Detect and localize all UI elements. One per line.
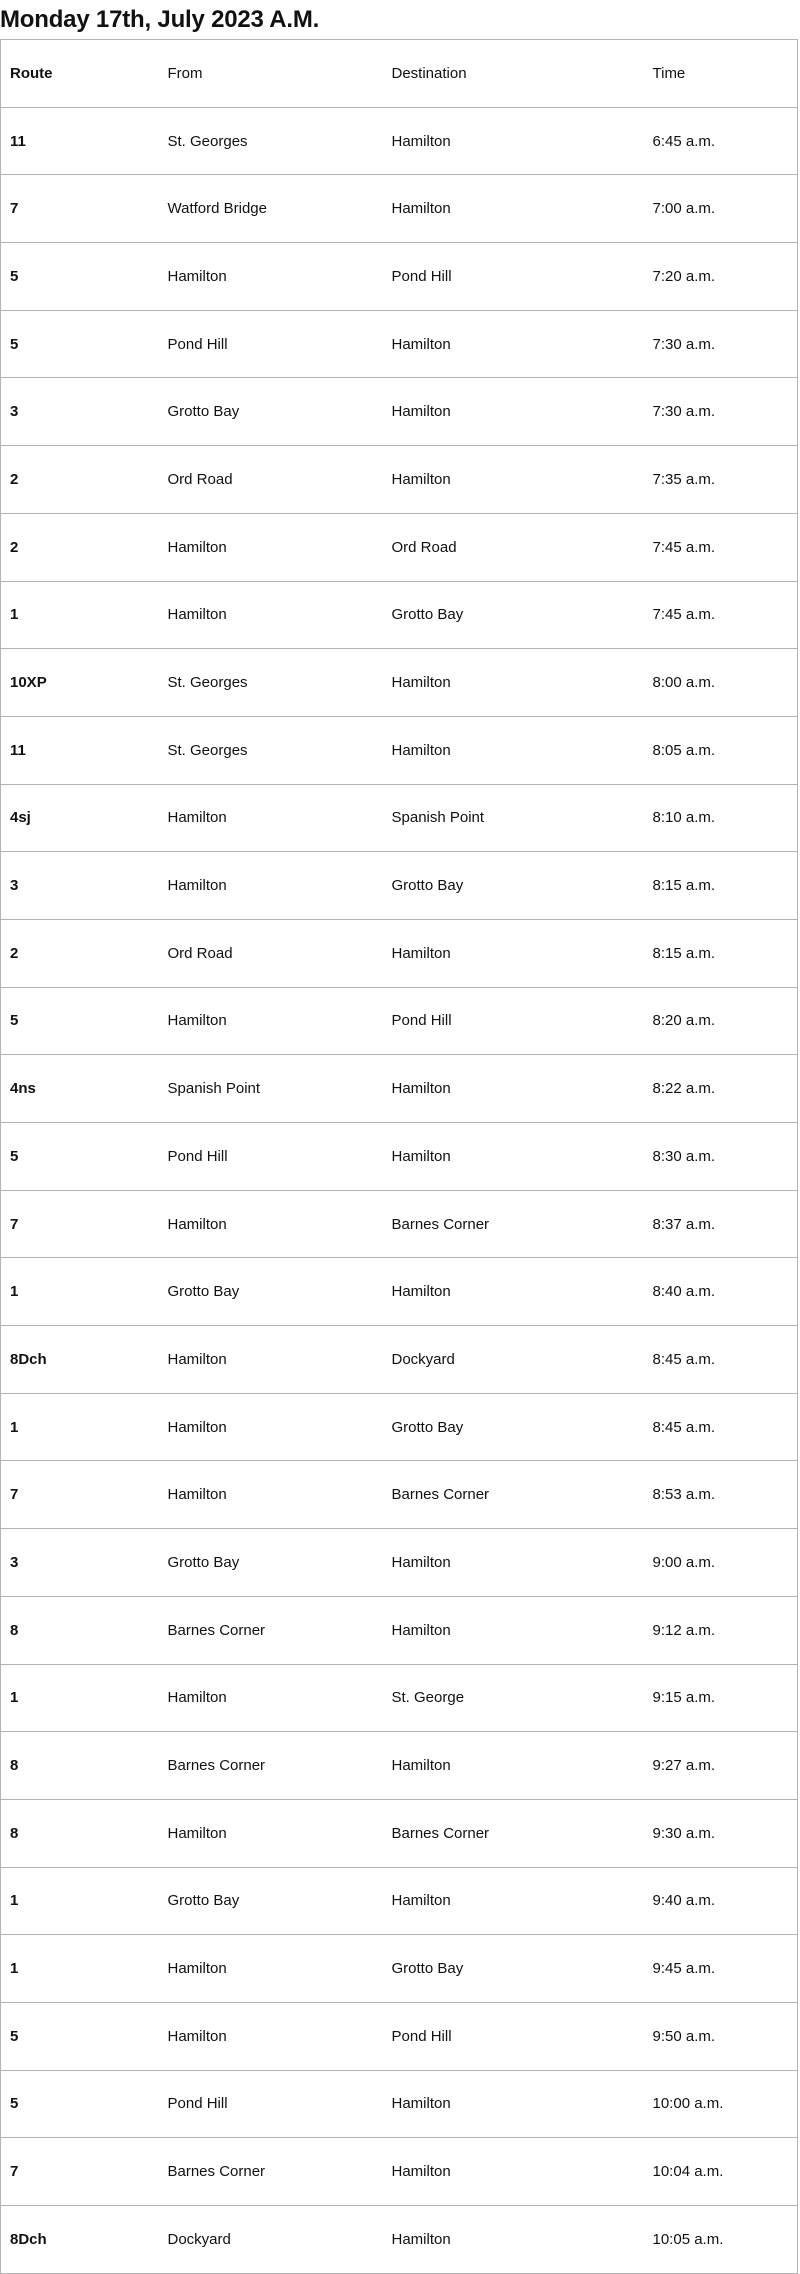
cell-from: Barnes Corner <box>159 1596 383 1664</box>
table-row <box>1 852 798 920</box>
cell-route: 10XP <box>1 649 159 717</box>
cell-destination: Hamilton <box>383 310 644 378</box>
cell-route: 5 <box>1 2070 159 2138</box>
cell-from: Hamilton <box>159 2002 383 2070</box>
column-header-from: From <box>159 40 383 108</box>
cell-from: Grotto Bay <box>159 1258 383 1326</box>
table-row <box>1 310 798 378</box>
cell-from: Hamilton <box>159 1935 383 2003</box>
cell-from: Barnes Corner <box>159 1732 383 1800</box>
cell-destination: Pond Hill <box>383 2002 644 2070</box>
cell-destination: Hamilton <box>383 1055 644 1123</box>
cell-route: 7 <box>1 1461 159 1529</box>
cell-time: 8:05 a.m. <box>644 716 798 784</box>
table-row <box>1 1732 798 1800</box>
cell-from: Hamilton <box>159 1799 383 1867</box>
table-row <box>1 649 798 717</box>
cell-time: 9:30 a.m. <box>644 1799 798 1867</box>
cell-time: 8:15 a.m. <box>644 919 798 987</box>
table-row <box>1 446 798 514</box>
cell-destination: Hamilton <box>383 649 644 717</box>
cell-destination: Hamilton <box>383 107 644 175</box>
cell-time: 7:35 a.m. <box>644 446 798 514</box>
table-row <box>1 1596 798 1664</box>
cell-time: 9:00 a.m. <box>644 1529 798 1597</box>
cell-from: Grotto Bay <box>159 378 383 446</box>
cell-route: 1 <box>1 1258 159 1326</box>
cell-destination: Hamilton <box>383 716 644 784</box>
cell-from: Grotto Bay <box>159 1867 383 1935</box>
table-row <box>1 1664 798 1732</box>
cell-from: Ord Road <box>159 446 383 514</box>
cell-from: Barnes Corner <box>159 2138 383 2206</box>
table-row <box>1 175 798 243</box>
cell-destination: Hamilton <box>383 2206 644 2274</box>
cell-route: 7 <box>1 2138 159 2206</box>
cell-route: 5 <box>1 2002 159 2070</box>
cell-destination: Grotto Bay <box>383 1393 644 1461</box>
cell-time: 10:04 a.m. <box>644 2138 798 2206</box>
cell-time: 9:50 a.m. <box>644 2002 798 2070</box>
cell-time: 8:10 a.m. <box>644 784 798 852</box>
cell-route: 1 <box>1 1867 159 1935</box>
cell-from: St. Georges <box>159 649 383 717</box>
table-row <box>1 919 798 987</box>
cell-destination: Hamilton <box>383 446 644 514</box>
table-row <box>1 2206 798 2274</box>
cell-route: 1 <box>1 1664 159 1732</box>
table-row <box>1 2138 798 2206</box>
table-row <box>1 1935 798 2003</box>
cell-route: 8 <box>1 1799 159 1867</box>
cell-destination: Grotto Bay <box>383 852 644 920</box>
cell-route: 1 <box>1 1393 159 1461</box>
cell-time: 7:30 a.m. <box>644 310 798 378</box>
table-row <box>1 1190 798 1258</box>
cell-from: Spanish Point <box>159 1055 383 1123</box>
cell-destination: Grotto Bay <box>383 1935 644 2003</box>
cell-time: 8:30 a.m. <box>644 1123 798 1191</box>
cell-route: 3 <box>1 852 159 920</box>
cell-destination: Barnes Corner <box>383 1461 644 1529</box>
table-row <box>1 1799 798 1867</box>
table-row <box>1 1461 798 1529</box>
column-header-time: Time <box>644 40 798 108</box>
cell-from: Ord Road <box>159 919 383 987</box>
cell-route: 5 <box>1 987 159 1055</box>
table-row <box>1 987 798 1055</box>
cell-destination: Hamilton <box>383 1867 644 1935</box>
table-row <box>1 2002 798 2070</box>
table-row <box>1 1867 798 1935</box>
cell-route: 8Dch <box>1 1326 159 1394</box>
table-row <box>1 581 798 649</box>
cell-destination: Hamilton <box>383 2138 644 2206</box>
table-row <box>1 1055 798 1123</box>
cell-from: Hamilton <box>159 1461 383 1529</box>
cell-time: 8:00 a.m. <box>644 649 798 717</box>
cell-from: Pond Hill <box>159 1123 383 1191</box>
cell-route: 2 <box>1 919 159 987</box>
cell-destination: Pond Hill <box>383 243 644 311</box>
cell-time: 8:20 a.m. <box>644 987 798 1055</box>
cell-from: Hamilton <box>159 581 383 649</box>
cell-destination: Hamilton <box>383 1529 644 1597</box>
cell-time: 6:45 a.m. <box>644 107 798 175</box>
cell-time: 7:45 a.m. <box>644 513 798 581</box>
cell-destination: Hamilton <box>383 2070 644 2138</box>
cell-time: 7:20 a.m. <box>644 243 798 311</box>
table-header-row <box>1 40 798 108</box>
cell-destination: Barnes Corner <box>383 1190 644 1258</box>
cell-route: 3 <box>1 378 159 446</box>
cell-from: Hamilton <box>159 1393 383 1461</box>
cell-destination: Hamilton <box>383 175 644 243</box>
table-body <box>1 107 798 2273</box>
cell-time: 7:45 a.m. <box>644 581 798 649</box>
cell-from: Pond Hill <box>159 2070 383 2138</box>
cell-from: Watford Bridge <box>159 175 383 243</box>
cell-from: St. Georges <box>159 716 383 784</box>
cell-destination: Hamilton <box>383 1732 644 1800</box>
cell-time: 9:12 a.m. <box>644 1596 798 1664</box>
bus-schedule-table <box>0 39 798 2274</box>
cell-time: 10:05 a.m. <box>644 2206 798 2274</box>
cell-destination: Ord Road <box>383 513 644 581</box>
cell-time: 8:53 a.m. <box>644 1461 798 1529</box>
cell-from: Hamilton <box>159 1664 383 1732</box>
cell-route: 5 <box>1 310 159 378</box>
cell-route: 3 <box>1 1529 159 1597</box>
table-row <box>1 1326 798 1394</box>
cell-route: 11 <box>1 716 159 784</box>
column-header-route: Route <box>1 40 159 108</box>
cell-time: 9:27 a.m. <box>644 1732 798 1800</box>
cell-destination: Barnes Corner <box>383 1799 644 1867</box>
cell-destination: Hamilton <box>383 1258 644 1326</box>
table-row <box>1 378 798 446</box>
cell-route: 7 <box>1 1190 159 1258</box>
cell-destination: Hamilton <box>383 919 644 987</box>
table-row <box>1 784 798 852</box>
cell-route: 5 <box>1 243 159 311</box>
page-title: Monday 17th, July 2023 A.M. <box>0 6 320 33</box>
table-row <box>1 1393 798 1461</box>
cell-time: 10:00 a.m. <box>644 2070 798 2138</box>
cell-route: 2 <box>1 513 159 581</box>
cell-destination: Hamilton <box>383 378 644 446</box>
cell-time: 8:40 a.m. <box>644 1258 798 1326</box>
cell-from: Dockyard <box>159 2206 383 2274</box>
cell-time: 9:40 a.m. <box>644 1867 798 1935</box>
cell-route: 8 <box>1 1596 159 1664</box>
cell-time: 8:37 a.m. <box>644 1190 798 1258</box>
cell-destination: Pond Hill <box>383 987 644 1055</box>
cell-time: 8:45 a.m. <box>644 1393 798 1461</box>
cell-time: 7:00 a.m. <box>644 175 798 243</box>
cell-from: Hamilton <box>159 1326 383 1394</box>
cell-destination: Grotto Bay <box>383 581 644 649</box>
cell-route: 5 <box>1 1123 159 1191</box>
cell-route: 8 <box>1 1732 159 1800</box>
cell-destination: Spanish Point <box>383 784 644 852</box>
cell-from: Hamilton <box>159 784 383 852</box>
table-row <box>1 513 798 581</box>
table-row <box>1 716 798 784</box>
cell-time: 8:15 a.m. <box>644 852 798 920</box>
table-row <box>1 1123 798 1191</box>
cell-route: 1 <box>1 1935 159 2003</box>
column-header-destination: Destination <box>383 40 644 108</box>
cell-from: Hamilton <box>159 1190 383 1258</box>
cell-route: 11 <box>1 107 159 175</box>
cell-from: Hamilton <box>159 513 383 581</box>
table-row <box>1 1258 798 1326</box>
cell-destination: Hamilton <box>383 1596 644 1664</box>
cell-from: Pond Hill <box>159 310 383 378</box>
cell-time: 8:22 a.m. <box>644 1055 798 1123</box>
cell-time: 8:45 a.m. <box>644 1326 798 1394</box>
cell-route: 2 <box>1 446 159 514</box>
cell-destination: Hamilton <box>383 1123 644 1191</box>
cell-route: 4sj <box>1 784 159 852</box>
cell-time: 7:30 a.m. <box>644 378 798 446</box>
cell-from: Grotto Bay <box>159 1529 383 1597</box>
table-row <box>1 2070 798 2138</box>
cell-route: 1 <box>1 581 159 649</box>
cell-route: 8Dch <box>1 2206 159 2274</box>
cell-from: Hamilton <box>159 987 383 1055</box>
cell-from: St. Georges <box>159 107 383 175</box>
table-row <box>1 243 798 311</box>
cell-destination: Dockyard <box>383 1326 644 1394</box>
table-row <box>1 107 798 175</box>
cell-from: Hamilton <box>159 243 383 311</box>
cell-destination: St. George <box>383 1664 644 1732</box>
cell-from: Hamilton <box>159 852 383 920</box>
cell-route: 7 <box>1 175 159 243</box>
table-row <box>1 1529 798 1597</box>
cell-route: 4ns <box>1 1055 159 1123</box>
cell-time: 9:15 a.m. <box>644 1664 798 1732</box>
cell-time: 9:45 a.m. <box>644 1935 798 2003</box>
